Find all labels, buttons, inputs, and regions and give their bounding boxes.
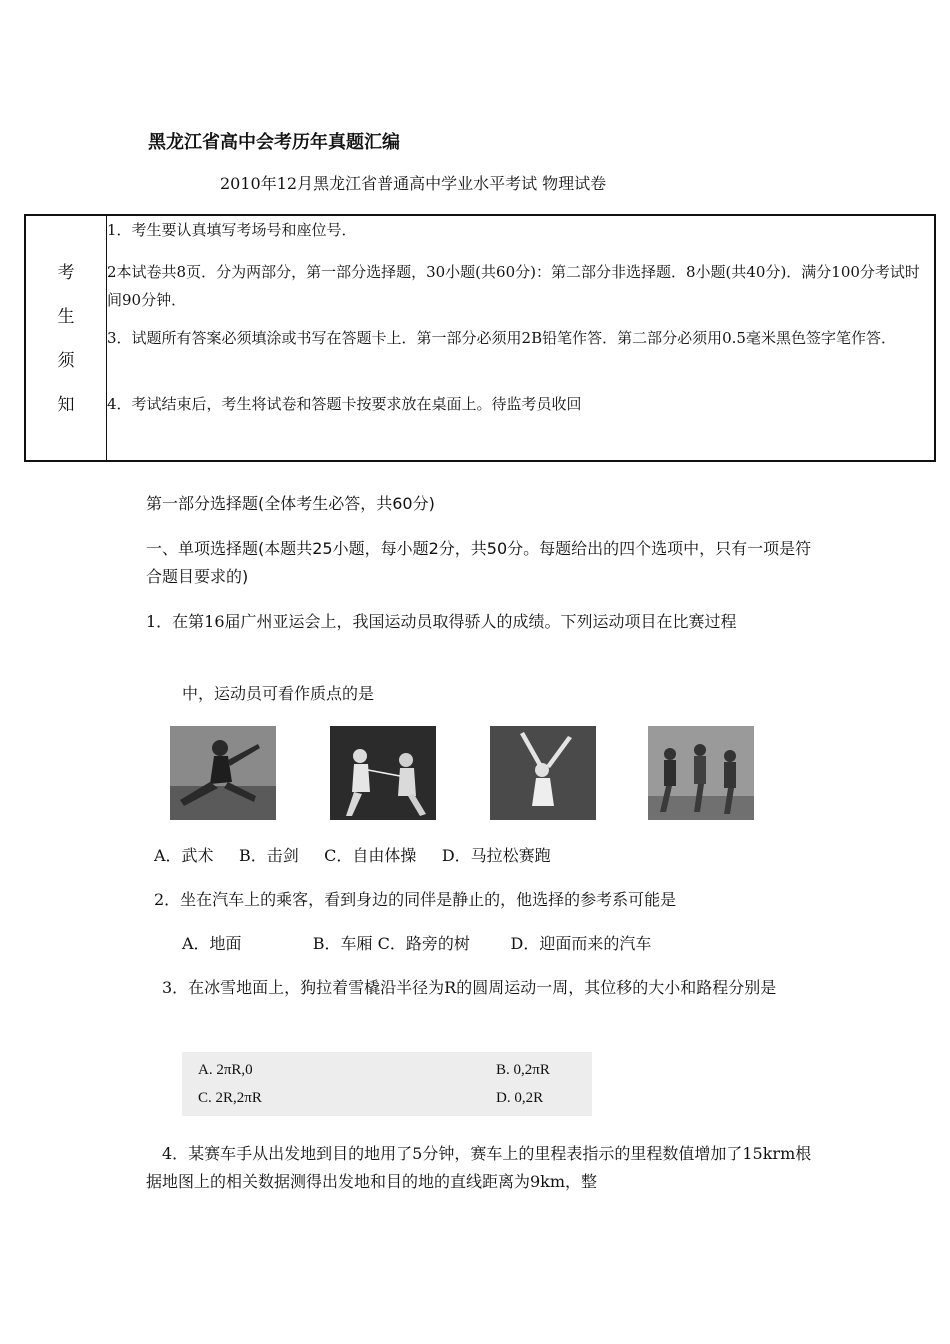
exam-notice-box: [24, 214, 936, 462]
q1-stem-cont: 中，运动员可看作质点的是: [182, 684, 375, 703]
q4-stem: 4．某赛车手从出发地到目的地用了5分钟，赛车上的里程表指示的里程数值增加了15krm根据地图上的相关数据测得出发地和目的地的直线距离为9km，整: [146, 1144, 812, 1191]
notice-label-char: 知: [57, 395, 75, 415]
q1-stem: 1．在第16届广州亚运会上，我国运动员取得骄人的成绩。下列运动项目在比赛过程: [146, 612, 737, 631]
notice-label-char: 考: [57, 263, 75, 283]
notice-label-char: 须: [57, 351, 75, 371]
q2-stem: 2．坐在汽车上的乘客，看到身边的同伴是静止的，他选择的参考系可能是: [154, 890, 677, 909]
gymnastics-photo: [490, 726, 596, 820]
section1-heading: 一、单项选择题(本题共25小题，每小题2分，共50分。每题给出的四个选项中，只有一项是符合题目要求的): [146, 539, 812, 586]
fencing-photo: [330, 726, 436, 820]
q3-stem: 3．在冰雪地面上，狗拉着雪橇沿半径为R的圆周运动一周，其位移的大小和路程分别是: [162, 978, 777, 997]
notice-item: 3．试题所有答案必须填涂或书写在答题卡上．第一部分必须用2B铅笔作答．第二部分必须用0.5毫米黑色签字笔作答．: [107, 329, 896, 347]
notice-item: 2本试卷共8页．分为两部分，第一部分选择题，30小题(共60分)：第二部分非选择题．8小题(共40分)．满分100分考试时间90分钟．: [107, 263, 920, 309]
q1-options: A．武术 B．击剑 C．自由体操 D．马拉松赛跑: [154, 846, 551, 865]
marathon-photo: [648, 726, 754, 820]
series-title: 黑龙江省高中会考历年真题汇编: [148, 132, 400, 153]
q3-option-b: B. 0,2πR: [496, 1062, 550, 1078]
q3-options: [182, 1052, 592, 1116]
wushu-photo: [170, 726, 276, 820]
notice-label: [26, 216, 107, 460]
q3-option-a: A. 2πR,0: [198, 1062, 253, 1078]
notice-items: [107, 216, 934, 460]
part1-heading: 第一部分选择题(全体考生必答，共60分): [146, 494, 435, 513]
notice-item: 4．考试结束后，考生将试卷和答题卡按要求放在桌面上。待监考员收回: [107, 395, 582, 413]
q3-option-d: D. 0,2R: [496, 1090, 544, 1106]
notice-item: 1．考生要认真填写考场号和座位号．: [107, 221, 357, 239]
notice-label-char: 生: [57, 307, 75, 327]
q3-option-c: C. 2R,2πR: [198, 1090, 262, 1106]
q2-options: A．地面 B．车厢 C．路旁的树 D．迎面而来的汽车: [182, 934, 652, 953]
exam-title: 2010年12月黑龙江省普通高中学业水平考试 物理试卷: [220, 174, 607, 193]
